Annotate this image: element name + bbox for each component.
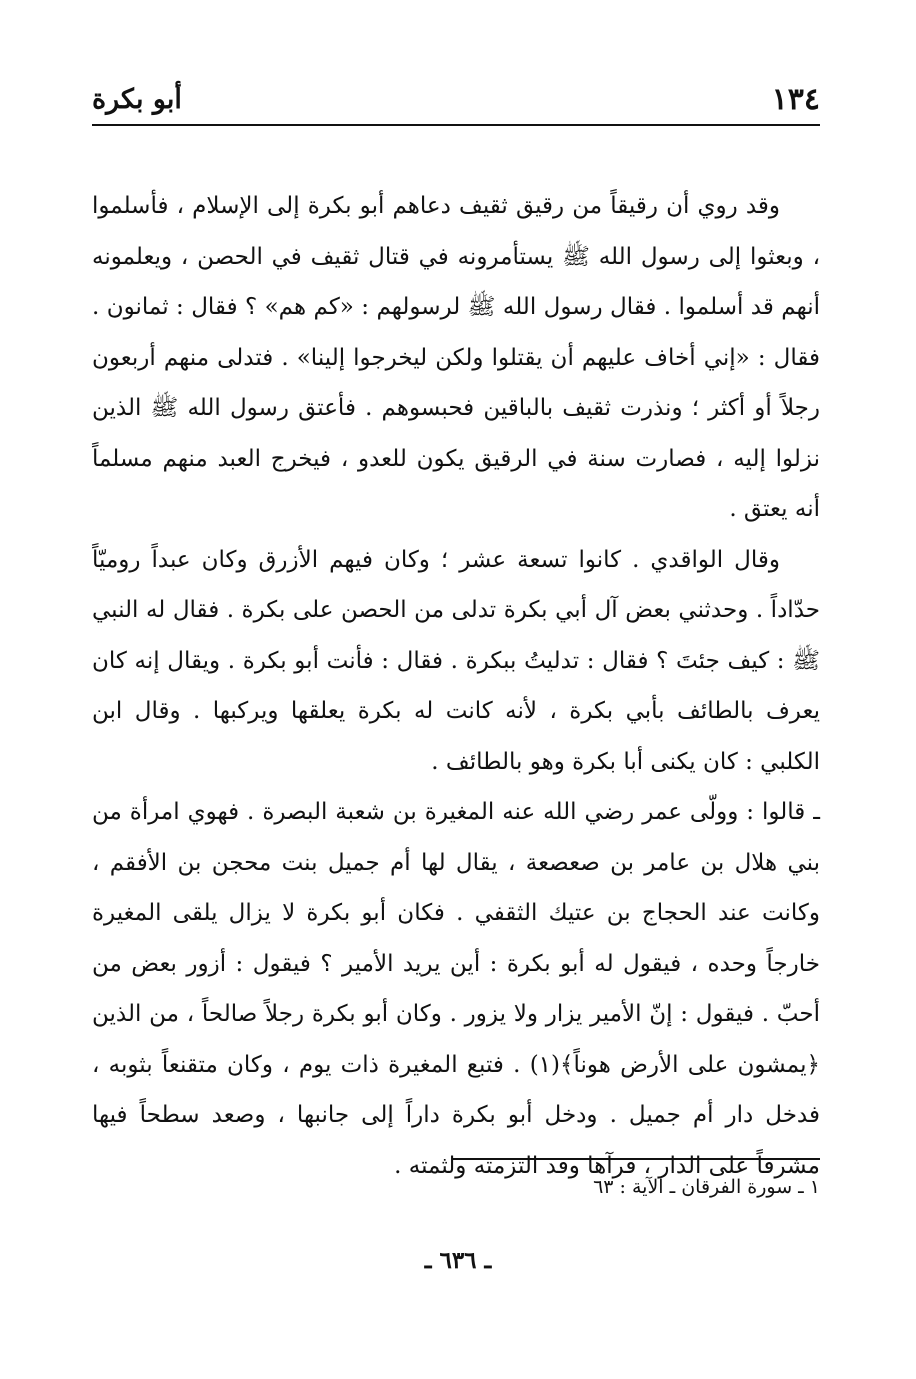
paragraph: ـ قالوا : وولّى عمر رضي الله عنه المغيرة بن شعبة البصرة . فهوي امرأة من بني هلال بن عامر بن صعصعة ، يقال لها أم جميل بنت محجن بن الأفقم ، وكانت عند الحجاج بن عتيك الثقفي . فكان أبو بكرة لا يزال يلقى المغيرة خارجاً وحده ، فيقول له أبو بكرة : أين يريد الأمير ؟ فيقول : أزور بعض من أحبّ . فيقول : إنّ الأمير يزار ولا يزور . وكان أبو بكرة رجلاً صالحاً ، من الذين ﴿يمشون على الأرض هوناً﴾(١) . فتبع المغيرة ذات يوم ، وكان متقنعاً بثوبه ، فدخل دار أم جميل . ودخل أبو بكرة داراً إلى جانبها ، وصعد سطحاً فيها مشرفاً على الدار ، فرآها وقد التزمته ولثمته . [92, 799, 820, 1179]
paragraph: وقال الواقدي . كانوا تسعة عشر ؛ وكان فيهم الأزرق وكان عبداً روميّاً حدّاداً . وحدثني بعض آل أبي بكرة تدلى من الحصن على بكرة . فقال له النبي ﷺ : كيف جئتَ ؟ فقال : تدليتُ ببكرة . فقال : فأنت أبو بكرة . ويقال إنه كان يعرف بالطائف بأبي بكرة ، لأنه كانت له بكرة يعلقها ويركبها . وقال ابن الكلبي : كان يكنى أبا بكرة وهو بالطائف . [92, 546, 820, 775]
header-divider [92, 124, 820, 126]
paragraph: وقد روي أن رقيقاً من رقيق ثقيف دعاهم أبو بكرة إلى الإسلام ، فأسلموا ، وبعثوا إلى رسول الله ﷺ يستأمرونه في قتال ثقيف في الحصن ، ويعلمونه أنهم قد أسلموا . فقال رسول الله ﷺ لرسولهم : «كم هم» ؟ فقال : ثمانون . فقال : «إني أخاف عليهم أن يقتلوا ولكن ليخرجوا إلينا» . فتدلى منهم أربعون رجلاً أو أكثر ؛ ونذرت ثقيف بالباقين فحبسوهم . فأعتق رسول الله ﷺ الذين نزلوا إليه ، فصارت سنة في الرقيق يكون للعدو ، فيخرج العبد منهم مسلماً أنه يعتق . [92, 193, 821, 522]
main-text [92, 181, 820, 1191]
running-title: أبو بكرة [92, 84, 182, 115]
folio-number: ـ ٦٣٦ ـ [424, 1247, 492, 1274]
page-number: ١٣٤ [771, 82, 820, 117]
footnote: ١ ـ سورة الفرقان ـ الآية : ٦٣ [593, 1176, 820, 1198]
footnote-divider [452, 1158, 820, 1160]
page-header [92, 82, 820, 122]
